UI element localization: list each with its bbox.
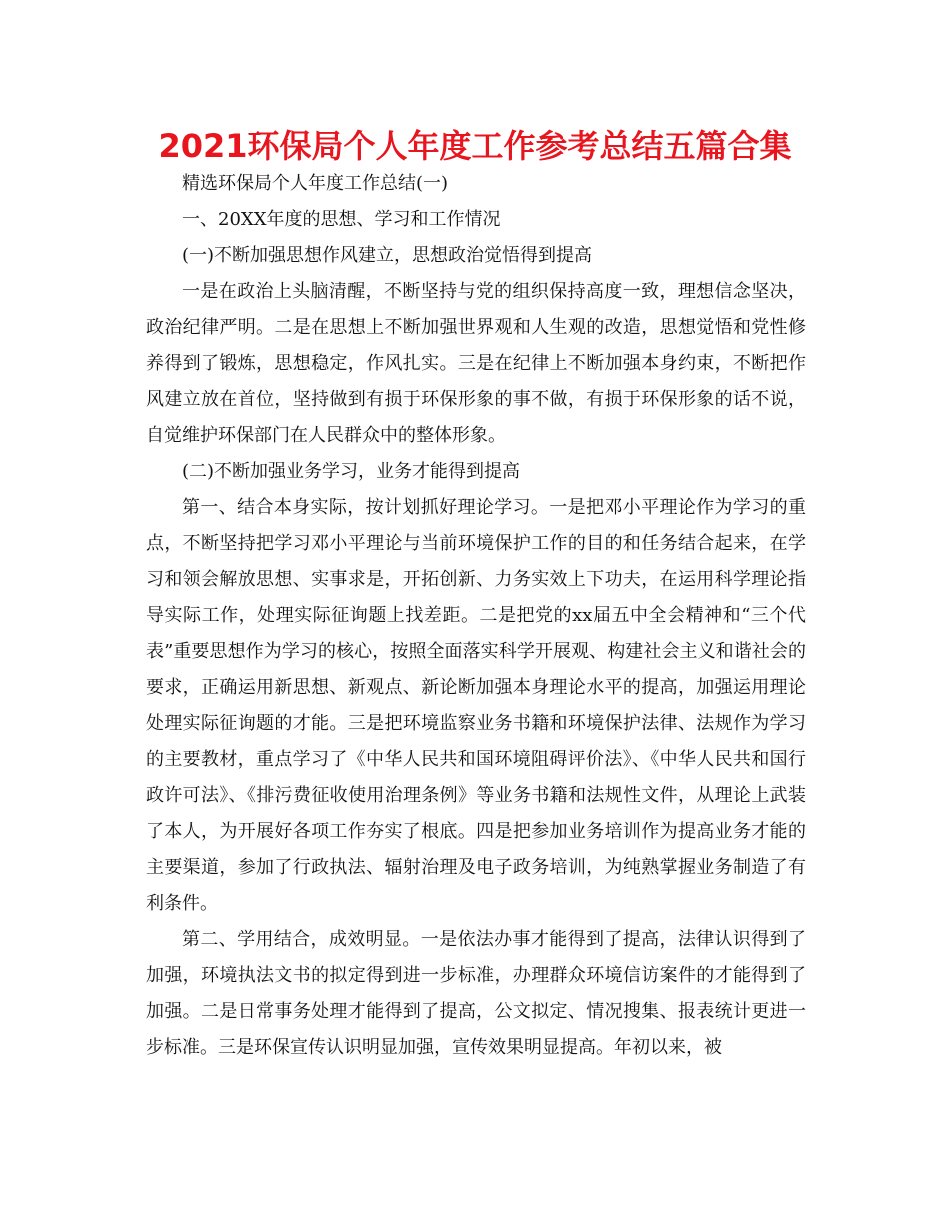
document-title: 2021环保局个人年度工作参考总结五篇合集 (158, 127, 792, 165)
paragraph-body-1: 一是在政治上头脑清醒，不断坚持与党的组织保持高度一致，理想信念坚决，政治纪律严明。二是在思想上不断加强世界观和人生观的改造，思想觉悟和党性修养得到了锻炼，思想稳定，作风扎实。三是在纪律上不断加强本身约束，不断把作风建立放在首位，坚持做到有损于环保形象的事不做，有损于环保形象的话不说，自觉维护环保部门在人民群众中的整体形象。 (146, 281, 806, 446)
paragraph-body-3: 第二、学用结合，成效明显。一是依法办事才能得到了提高，法律认识得到了加强，环境执法文书的拟定得到进一步标准，办理群众环境信访案件的才能得到了加强。二是日常事务处理才能得到了提高，公文拟定、情况搜集、报表统计更进一步标准。三是环保宣传认识明显加强，宣传效果明显提高。年初以来，被 (146, 929, 806, 1058)
paragraph-subheading-1: (一)不断加强思想作风建立，思想政治觉悟得到提高 (182, 245, 593, 266)
paragraph-body-2: 第一、结合本身实际，按计划抓好理论学习。一是把邓小平理论作为学习的重点，不断坚持把学习邓小平理论与当前环境保护工作的目的和任务结合起来，在学习和领会解放思想、实事求是，开拓创新、力务实效上下功夫，在运用科学理论指导实际工作，处理实际征询题上找差距。二是把党的xx届五中全会精神和“三个代表”重要思想作为学习的核心，按照全面落实科学开展观、构建社会主义和谐社会的要求，正确运用新思想、新观点、新论断加强本身理论水平的提高，加强运用理论处理实际征询题的才能。三是把环境监察业务书籍和环境保护法律、法规作为学习的主要教材，重点学习了《中华人民共和国环境阻碍评价法》、《中华人民共和国行政许可法》、《排污费征收使用治理条例》等业务书籍和法规性文件，从理论上武装了本人，为开展好各项工作夯实了根底。四是把参加业务培训作为提高业务才能的主要渠道，参加了行政执法、辐射治理及电子政务培训，为纯熟掌握业务制造了有利条件。 (146, 497, 806, 914)
document-body (146, 166, 806, 1066)
paragraph-section-heading: 一、20XX年度的思想、学习和工作情况 (182, 209, 501, 230)
paragraph-heading-1: 精选环保局个人年度工作总结(一) (182, 173, 449, 194)
paragraph-subheading-2: (二)不断加强业务学习，业务才能得到提高 (182, 461, 521, 482)
